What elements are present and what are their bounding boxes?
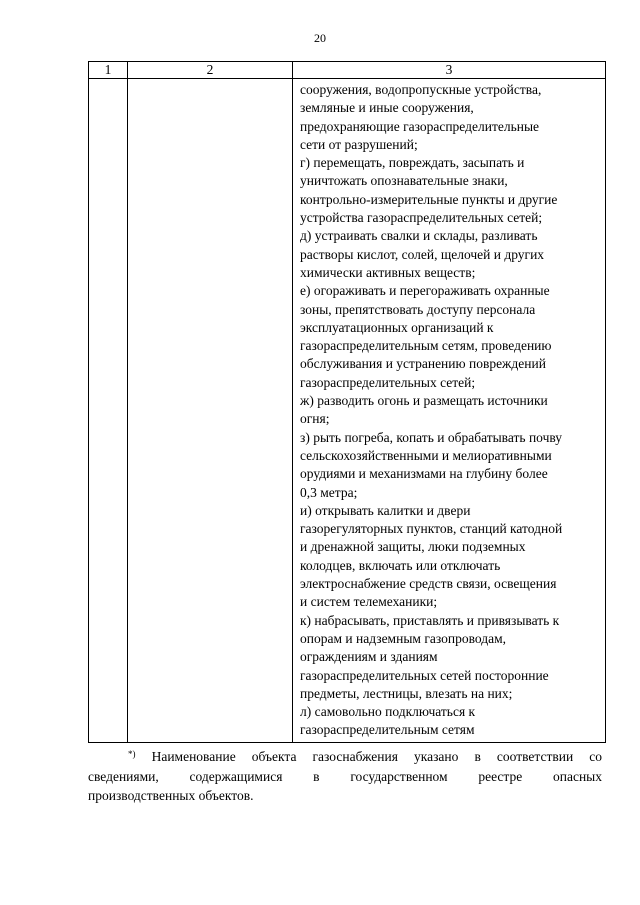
- text-line: д) устраивать свалки и склады, разливать: [300, 228, 538, 244]
- footnote-line: [88, 747, 602, 767]
- text-line: орудиями и механизмами на глубину более: [300, 466, 548, 482]
- column-header-3: 3: [293, 62, 606, 79]
- text-line: газораспределительным сетям, проведению: [300, 338, 552, 354]
- text-line: к) набрасывать, приставлять и привязывать к: [300, 612, 560, 628]
- footnote: [88, 747, 602, 806]
- text-line: земляные и иные сооружения,: [300, 100, 474, 116]
- prohibitions-text: [293, 79, 605, 742]
- text-line: предохраняющие газораспределительные: [300, 118, 540, 134]
- text-line: сельскохозяйственными и мелиоративными: [300, 447, 552, 463]
- text-line: газораспределительных сетей посторонние: [300, 667, 549, 683]
- text-line: ж) разводить огонь и размещать источники: [300, 393, 548, 409]
- text-line: газораспределительных сетей;: [300, 374, 476, 390]
- text-line: е) огораживать и перегораживать охранные: [300, 283, 550, 299]
- text-line: зоны, препятствовать доступу персонала: [300, 301, 536, 317]
- text-line: и систем телемеханики;: [300, 594, 438, 610]
- text-line: 0,3 метра;: [300, 484, 358, 500]
- requirements-table: [88, 61, 606, 743]
- text-line: обслуживания и устранению повреждений: [300, 356, 546, 372]
- text-line: огня;: [300, 411, 330, 427]
- text-line: и) открывать калитки и двери: [300, 502, 471, 518]
- text-line: сооружения, водопропускные устройства,: [300, 82, 542, 97]
- text-line: з) рыть погреба, копать и обрабатывать почву: [300, 429, 563, 445]
- text-line: газораспределительным сетям: [300, 722, 475, 738]
- table-cell-col2: [128, 79, 293, 743]
- text-line: эксплуатационных организаций к: [300, 319, 494, 335]
- text-line: устройства газораспределительных сетей;: [300, 210, 543, 226]
- column-header-1: 1: [89, 62, 128, 79]
- text-line: ограждениям и зданиям: [300, 649, 438, 665]
- column-header-2: 2: [128, 62, 293, 79]
- text-line: колодцев, включать или отключать: [300, 557, 501, 573]
- text-line: растворы кислот, солей, щелочей и других: [300, 246, 545, 262]
- text-line: газорегуляторных пунктов, станций катодной: [300, 521, 563, 537]
- footnote-line-text: Наименование объекта газоснабжения указано в соответствии со: [151, 749, 603, 764]
- table-cell-col3: [293, 79, 606, 743]
- text-line: уничтожать опознавательные знаки,: [300, 173, 508, 189]
- table-header-row: [89, 62, 606, 79]
- text-line: опорам и надземным газопроводам,: [300, 630, 506, 646]
- footnote-marker: *): [128, 749, 136, 759]
- page-number: 20: [314, 31, 326, 45]
- text-line: г) перемещать, повреждать, засыпать и: [300, 155, 525, 171]
- footnote-line: сведениями, содержащимися в государственном реестре опасных: [88, 768, 602, 784]
- text-line: сети от разрушений;: [300, 136, 418, 152]
- text-line: и дренажной защиты, люки подземных: [300, 539, 526, 555]
- text-line: предметы, лестницы, влезать на них;: [300, 685, 513, 701]
- text-line: л) самовольно подключаться к: [300, 704, 476, 720]
- footnote-line: производственных объектов.: [88, 788, 254, 803]
- text-line: химически активных веществ;: [300, 264, 476, 280]
- table-row: [89, 79, 606, 743]
- text-line: контрольно-измерительные пункты и другие: [300, 191, 558, 207]
- table-cell-col1: [89, 79, 128, 743]
- text-line: электроснабжение средств связи, освещения: [300, 576, 557, 592]
